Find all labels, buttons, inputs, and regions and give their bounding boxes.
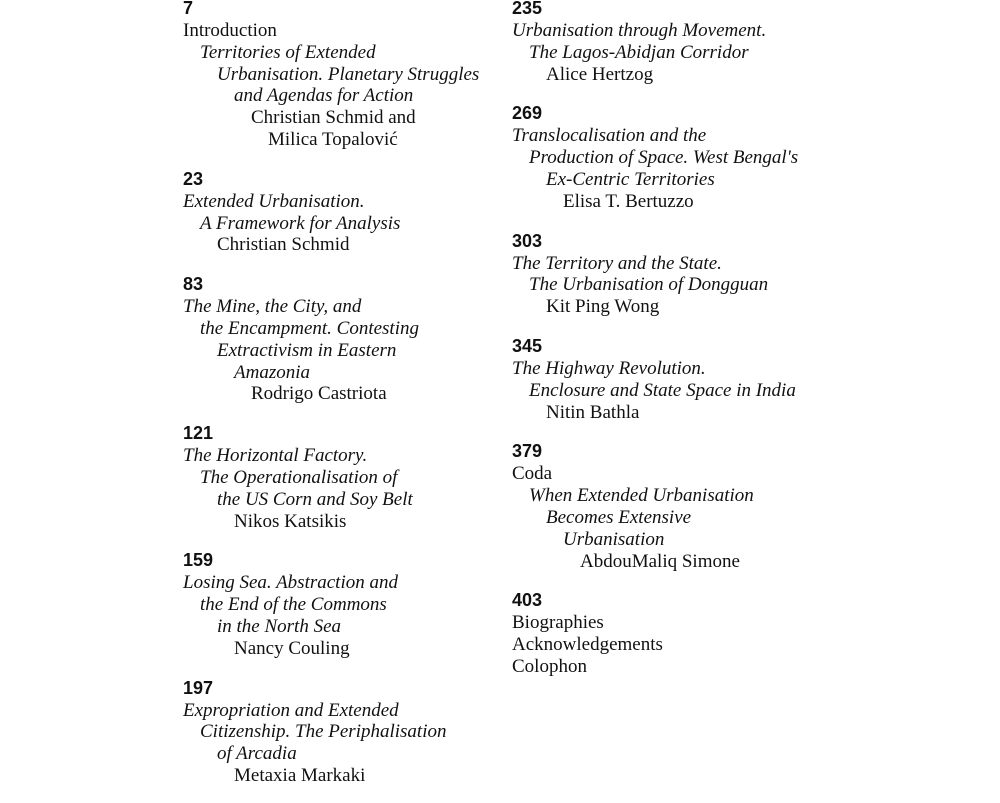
- chapter-title-line: the Encampment. Contesting: [200, 317, 419, 339]
- chapter-title-line: The Mine, the City, and: [183, 296, 362, 318]
- chapter-title-line: A Framework for Analysis: [200, 212, 401, 234]
- entry-text-line: Introduction: [183, 20, 277, 41]
- entry-text-line: Nitin Bathla: [546, 401, 640, 423]
- chapter-title-line: Extended Urbanisation.: [183, 190, 365, 212]
- page-number: 83: [183, 274, 204, 295]
- chapter-title-line: The Lagos-Abidjan Corridor: [529, 41, 749, 63]
- page-number: 403: [512, 590, 543, 611]
- page-number: 23: [183, 168, 204, 189]
- page-number: 7: [183, 0, 194, 18]
- chapter-title-line: The Territory and the State.: [512, 252, 722, 274]
- toc-entry: [512, 0, 852, 85]
- chapter-title-line: Production of Space. West Bengal's: [529, 147, 799, 169]
- entry-text-line: Alice Hertzog: [546, 63, 654, 85]
- toc-entry: [512, 439, 852, 572]
- entry-text-line: Milica Topalović: [268, 128, 398, 150]
- toc-entry: [512, 101, 852, 212]
- chapter-title-line: Urbanisation: [563, 528, 665, 550]
- page-number: 159: [183, 550, 214, 571]
- chapter-title-line: The Horizontal Factory.: [183, 445, 368, 467]
- chapter-title-line: of Arcadia: [217, 743, 297, 765]
- toc-entry: [183, 676, 503, 787]
- entry-text-line: Acknowledgements: [512, 634, 663, 656]
- entry-text-line: Coda: [512, 463, 553, 485]
- chapter-title-line: the US Corn and Soy Belt: [217, 488, 413, 510]
- chapter-title-line: Becomes Extensive: [546, 506, 692, 528]
- entry-text-line: Colophon: [512, 655, 587, 677]
- entry-text-line: Rodrigo Castriota: [251, 383, 387, 405]
- toc-entry: [512, 588, 852, 677]
- entry-text-line: AbdouMaliq Simone: [580, 550, 740, 572]
- toc-entry: [183, 167, 503, 256]
- chapter-title-line: Ex-Centric Territories: [546, 168, 715, 190]
- toc-right-column: [512, 0, 852, 694]
- entry-text-line: Nancy Couling: [234, 637, 350, 659]
- chapter-title-line: Urbanisation through Movement.: [512, 20, 767, 41]
- toc-entry: [183, 548, 503, 659]
- chapter-title-line: Amazonia: [234, 361, 310, 383]
- entry-text-line: Nikos Katsikis: [234, 510, 347, 532]
- chapter-title-line: The Urbanisation of Dongguan: [529, 274, 769, 296]
- entry-text-line: Kit Ping Wong: [546, 296, 660, 318]
- chapter-title-line: Territories of Extended: [200, 41, 376, 63]
- chapter-title-line: Translocalisation and the: [512, 125, 707, 147]
- chapter-title-line: Citizenship. The Periphalisation: [200, 721, 447, 743]
- toc-entry: [183, 0, 503, 151]
- page-number: 345: [512, 335, 543, 356]
- chapter-title-line: Urbanisation. Planetary Struggles: [217, 63, 480, 85]
- page-number: 235: [512, 0, 543, 18]
- chapter-title-line: The Highway Revolution.: [512, 357, 706, 379]
- page-number: 197: [183, 677, 214, 698]
- toc-entry: [512, 334, 852, 423]
- chapter-title-line: the End of the Commons: [200, 594, 387, 616]
- entry-text-line: Christian Schmid and: [251, 107, 416, 129]
- entry-text-line: Biographies: [512, 612, 604, 634]
- toc-entry: [512, 229, 852, 318]
- entry-text-line: Christian Schmid: [217, 234, 350, 256]
- chapter-title-line: Enclosure and State Space in India: [529, 379, 796, 401]
- page-number: 303: [512, 230, 543, 251]
- toc-left-column: [183, 0, 503, 803]
- chapter-title-line: When Extended Urbanisation: [529, 485, 754, 507]
- chapter-title-line: in the North Sea: [217, 615, 342, 637]
- page-number: 379: [512, 441, 543, 462]
- chapter-title-line: Expropriation and Extended: [183, 699, 399, 721]
- chapter-title-line: Extractivism in Eastern: [217, 339, 397, 361]
- entry-text-line: Metaxia Markaki: [234, 764, 366, 786]
- page-number: 269: [512, 103, 543, 124]
- entry-text-line: Elisa T. Bertuzzo: [563, 190, 694, 212]
- chapter-title-line: The Operationalisation of: [200, 466, 398, 488]
- toc-entry: [183, 421, 503, 532]
- toc-entry: [183, 272, 503, 405]
- page-number: 121: [183, 423, 214, 444]
- chapter-title-line: Losing Sea. Abstraction and: [183, 572, 398, 594]
- chapter-title-line: and Agendas for Action: [234, 85, 414, 107]
